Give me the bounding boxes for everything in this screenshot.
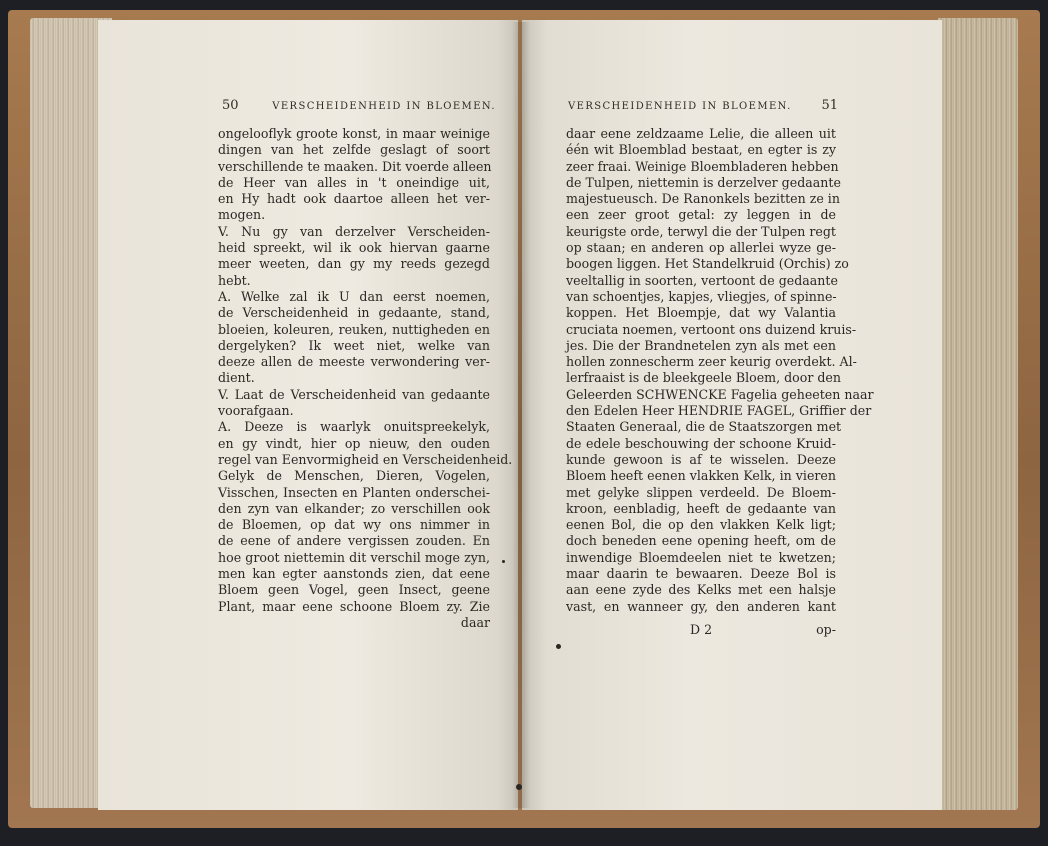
text-line: heid spreekt, wil ik ook hiervan gaarne <box>218 240 490 256</box>
left-page-text <box>218 126 513 631</box>
text-line: en Hy hadt ook daartoe alleen het ver- <box>218 191 490 207</box>
text-line: daar eene zeldzaame Lelie, die alleen uit <box>566 126 836 141</box>
text-line: deeze allen de meeste verwondering ver- <box>218 354 490 370</box>
ink-spot <box>502 560 505 563</box>
catchword-right: op- <box>816 622 836 637</box>
text-line: dergelyken? Ik weet niet, welke van <box>218 337 490 353</box>
binding-thread <box>516 784 522 790</box>
text-line: A. Deeze is waarlyk onuitspreekelyk, <box>218 419 490 435</box>
text-line: veeltallig in soorten, vertoont de gedaante <box>566 272 838 288</box>
text-line: keurigste orde, terwyl die der Tulpen regt <box>566 223 836 239</box>
text-line: boogen liggen. Het Standelkruid (Orchis) zo <box>566 256 849 272</box>
right-running-title: VERSCHEIDENHEID IN BLOEMEN. <box>568 101 792 112</box>
text-line: lerfraaist is de bleekgeele Bloem, door den <box>566 370 841 386</box>
text-line: regel van Eenvormigheid en Verscheidenheid. <box>218 451 513 467</box>
text-line: Staaten Generaal, die de Staatszorgen met <box>566 419 842 435</box>
text-line: dient. <box>218 370 255 386</box>
signature-mark: D 2 <box>690 622 713 637</box>
text-line: de edele beschouwing der schoone Kruid- <box>566 435 836 451</box>
right-page-number: 51 <box>821 98 838 113</box>
text-line: de Tulpen, niettemin is derzelver gedaante <box>566 174 841 190</box>
text-line: bloeien, koleuren, reuken, nuttigheden en <box>218 321 490 337</box>
text-line: meer weeten, dan gy my reeds gezegd <box>218 256 490 272</box>
text-line: men kan egter aanstonds zien, dat eene <box>218 566 490 582</box>
text-line: ongelooflyk groote konst, in maar weinige <box>218 126 490 141</box>
text-line: koppen. Het Bloempje, dat wy Valantia <box>566 305 836 321</box>
text-line: en gy vindt, hier op nieuw, den ouden <box>218 435 490 451</box>
text-line: een zeer groot getal: zy leggen in de <box>566 207 836 223</box>
text-line: Gelyk de Menschen, Dieren, Vogelen, <box>218 468 490 484</box>
text-line: de Verscheidenheid in gedaante, stand, <box>218 305 490 321</box>
text-line: majestueusch. De Ranonkels bezitten ze in <box>566 191 840 207</box>
text-line: de Heer van alles in 't oneindige uit, <box>218 174 490 190</box>
text-line: Bloem geen Vogel, geen Insect, geene <box>218 582 490 598</box>
page-edges-right <box>938 18 1018 810</box>
text-line: hebt. <box>218 272 251 288</box>
text-line: A. Welke zal ik U dan eerst noemen, <box>218 288 490 304</box>
text-line: zeer fraai. Weinige Bloembladeren hebben <box>566 158 839 174</box>
text-line: hoe groot niettemin dit verschil moge zyn, <box>218 549 490 565</box>
text-line: op staan; en anderen op allerlei wyze ge- <box>566 240 836 256</box>
text-line: dingen van het zelfde geslagt of soort <box>218 142 490 158</box>
text-line: Bloem heeft eenen vlakken Kelk, in vieren <box>566 468 836 484</box>
text-line: mogen. <box>218 207 266 223</box>
text-line: aan eene zyde des Kelks met een halsje <box>566 582 836 598</box>
text-line: van schoentjes, kapjes, vliegjes, of spinne- <box>566 288 837 304</box>
text-line: den zyn van elkander; zo verschillen ook <box>218 500 490 516</box>
text-line: maar daarin te bewaaren. Deeze Bol is <box>566 566 836 582</box>
text-line: één wit Bloemblad bestaat, en egter is zy <box>566 142 836 158</box>
text-line: V. Laat de Verscheidenheid van gedaante <box>218 386 490 402</box>
text-line: de eene of andere vergissen zouden. En <box>218 533 490 549</box>
right-page-footer <box>566 622 836 640</box>
left-running-head <box>222 98 496 116</box>
text-line: V. Nu gy van derzelver Verscheiden- <box>218 223 490 239</box>
right-page-text <box>566 126 874 615</box>
text-line: Geleerden SCHWENCKE Fagelia geheeten naar <box>566 386 874 402</box>
text-line: jes. Die der Brandnetelen zyn als met een <box>566 337 836 353</box>
text-line: cruciata noemen, vertoont ons duizend kruis- <box>566 321 857 337</box>
text-line: kroon, eenbladig, heeft de gedaante van <box>566 500 836 516</box>
text-line: doch beneden eene opening heeft, om de <box>566 533 836 549</box>
text-line: Visschen, Insecten en Planten onderschei- <box>218 484 490 500</box>
text-line: voorafgaan. <box>218 403 294 419</box>
text-line: den Edelen Heer HENDRIE FAGEL, Griffier der <box>566 403 872 419</box>
text-line: kunde gewoon is af te wisselen. Deeze <box>566 451 836 467</box>
text-line: met gelyke slippen verdeeld. De Bloem- <box>566 484 836 500</box>
text-line: verschillende te maaken. Dit voerde alleen <box>218 158 492 174</box>
text-line: Plant, maar eene schoone Bloem zy. Zie <box>218 598 490 614</box>
text-line: hollen zonnescherm zeer keurig overdekt. Al- <box>566 354 857 370</box>
right-running-head <box>568 98 838 116</box>
book-gutter <box>512 22 530 808</box>
text-line: inwendige Bloemdeelen niet te kwetzen; <box>566 549 836 565</box>
left-running-title: VERSCHEIDENHEID IN BLOEMEN. <box>272 101 496 112</box>
text-line: vast, en wanneer gy, den anderen kant <box>566 598 836 614</box>
text-line: de Bloemen, op dat wy ons nimmer in <box>218 517 490 533</box>
catchword-left: daar <box>460 614 490 630</box>
text-line: eenen Bol, die op den vlakken Kelk ligt; <box>566 517 836 533</box>
ink-spot <box>556 644 561 649</box>
left-page-number: 50 <box>222 98 239 113</box>
